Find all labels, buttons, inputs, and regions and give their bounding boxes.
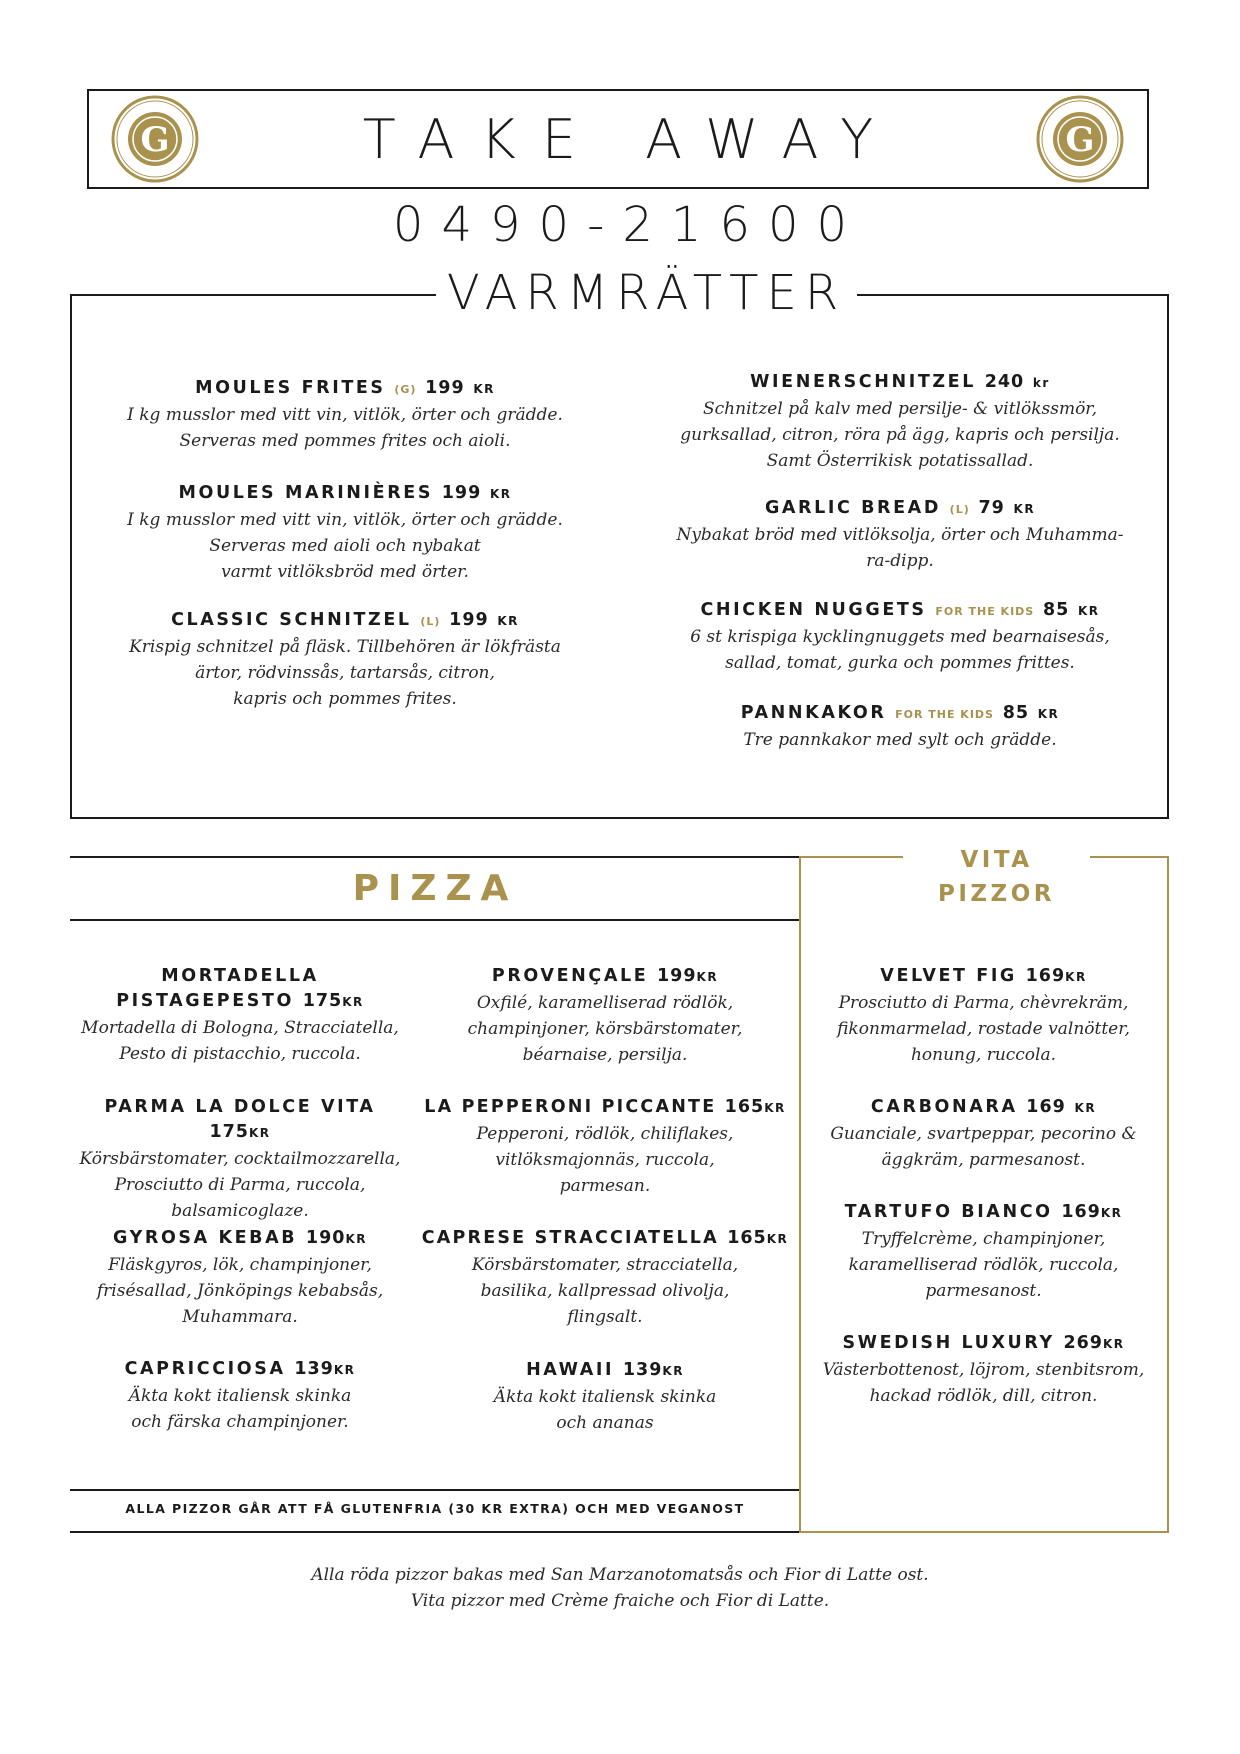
item-desc-line: Prosciutto di Parma, ruccola,	[114, 1175, 366, 1195]
menu-item-chicken-nuggets	[650, 598, 1150, 676]
item-desc-line: Västerbottenost, löjrom, stenbitsrom,	[822, 1360, 1145, 1380]
item-price: 199	[425, 378, 465, 398]
item-price: 165	[724, 1097, 765, 1117]
item-currency: KR	[1078, 604, 1100, 618]
item-desc-line: basilika, kallpressad olivolja,	[480, 1281, 730, 1301]
item-desc-line: Tre pannkakor med sylt och grädde.	[743, 730, 1057, 750]
item-name: CARBONARA	[870, 1097, 1018, 1117]
svg-text:G: G	[1065, 120, 1095, 160]
item-desc-line: gurksallad, citron, röra på ägg, kapris och persilja.	[680, 425, 1120, 445]
item-desc-line: och färska champinjoner.	[131, 1412, 349, 1432]
menu-item-capricciosa	[70, 1357, 410, 1435]
item-currency: KR	[662, 1364, 684, 1378]
item-desc-line: frisésallad, Jönköpings kebabsås,	[96, 1281, 384, 1301]
item-desc-line: vitlöksmajonnäs, ruccola,	[495, 1150, 715, 1170]
item-tag: FOR THE KIDS	[895, 708, 994, 721]
item-currency: KR	[497, 614, 519, 628]
item-desc-line: ärtor, rödvinssås, tartarsås, citron,	[195, 663, 495, 683]
item-tag: (G)	[394, 383, 417, 396]
item-name: VELVET FIG	[880, 966, 1017, 986]
item-desc-line: Körsbärstomater, stracciatella,	[471, 1255, 739, 1275]
item-currency: KR	[764, 1101, 786, 1115]
item-price: 175	[209, 1122, 249, 1142]
pizza-heading: PIZZA	[352, 868, 518, 909]
item-desc-line: champinjoner, körsbärstomater,	[467, 1019, 743, 1039]
item-desc-line: äggkräm, parmesanost.	[881, 1150, 1086, 1170]
item-name: SWEDISH LUXURY	[842, 1333, 1055, 1353]
pizza-footnote: ALLA PIZZOR GÅR ATT FÅ GLUTENFRIA (30 KR EXTRA) OCH MED VEGANOST	[125, 1501, 745, 1516]
item-desc-line: Äkta kokt italiensk skinka	[493, 1387, 717, 1407]
item-price: 175	[302, 991, 343, 1011]
item-desc-line: Schnitzel på kalv med persilje- & vitlökssmör,	[703, 399, 1097, 419]
item-currency: KR	[1074, 1101, 1097, 1115]
pizza-heading-underline	[70, 919, 800, 921]
item-name: MOULES FRITES	[195, 378, 386, 398]
item-desc-line: Samt Österrikisk potatissallad.	[766, 451, 1034, 471]
varmratter-heading: VARMRÄTTER	[446, 265, 847, 321]
item-currency: KR	[1065, 970, 1087, 984]
item-tag: FOR THE KIDS	[935, 605, 1035, 618]
menu-item-la-pepperoni-piccante	[420, 1095, 790, 1199]
menu-item-mortadella	[70, 964, 410, 1067]
item-currency: KR	[342, 995, 364, 1009]
bottom-note-line: Vita pizzor med Crème fraiche och Fior di Latte.	[410, 1591, 830, 1611]
item-price: 169	[1025, 966, 1066, 986]
item-price: 165	[727, 1228, 767, 1248]
item-name-line2: PISTAGEPESTO	[116, 991, 294, 1011]
item-currency: KR	[345, 1232, 367, 1246]
item-desc-line: I kg musslor med vitt vin, vitlök, örter och grädde.	[127, 405, 563, 425]
item-name: GYROSA KEBAB	[113, 1228, 298, 1248]
item-desc-line: Körsbärstomater, cocktailmozzarella,	[79, 1149, 401, 1169]
item-desc-line: karamelliserad rödlök, ruccola,	[848, 1255, 1119, 1275]
menu-item-carbonara	[805, 1095, 1162, 1173]
item-name: CAPRESE STRACCIATELLA	[421, 1228, 719, 1248]
item-name: WIENERSCHNITZEL	[750, 372, 976, 392]
bottom-note	[120, 1562, 1120, 1614]
item-desc-line: Nybakat bröd med vitlöksolja, örter och Muhamma-	[676, 525, 1124, 545]
item-tag: (L)	[949, 503, 970, 516]
item-name: PARMA LA DOLCE VITA	[104, 1097, 376, 1117]
phone-number[interactable]: 0490-21600	[392, 197, 866, 253]
item-desc-line: honung, ruccola.	[910, 1045, 1057, 1065]
item-desc-line: parmesan.	[559, 1176, 651, 1196]
item-price: 139	[622, 1360, 663, 1380]
page-title: TAKE AWAY	[362, 108, 900, 171]
menu-item-tartufo-bianco	[805, 1200, 1162, 1304]
item-price: 199	[656, 966, 697, 986]
item-name: MORTADELLA	[161, 966, 319, 986]
item-price: 169	[1026, 1097, 1066, 1117]
item-name: CLASSIC SCHNITZEL	[171, 610, 412, 630]
varmratter-top-line-right	[857, 294, 1169, 296]
item-desc-line: Pepperoni, rödlök, chiliflakes,	[476, 1124, 734, 1144]
menu-item-moules-marinieres	[110, 481, 580, 585]
item-currency: KR	[489, 487, 512, 501]
item-tag: (L)	[420, 615, 441, 628]
item-desc-line: balsamicoglaze.	[171, 1201, 309, 1221]
item-name: CAPRICCIOSA	[124, 1359, 286, 1379]
item-desc-line: parmesanost.	[925, 1281, 1042, 1301]
item-currency: KR	[1013, 502, 1036, 516]
item-price: 79	[978, 498, 1005, 518]
item-desc-line: Guanciale, svartpeppar, pecorino &	[830, 1124, 1137, 1144]
vita-box-left	[799, 856, 801, 1533]
varmratter-top-line-left	[70, 294, 436, 296]
menu-item-moules-frites	[110, 376, 580, 454]
item-desc-line: kapris och pommes frites.	[233, 689, 457, 709]
item-desc-line: flingsalt.	[567, 1307, 643, 1327]
vita-heading: VITA PIZZOR	[937, 847, 1056, 907]
item-price: 85	[1042, 600, 1070, 620]
item-price: 139	[294, 1359, 334, 1379]
item-desc-line: fikonmarmelad, rostade valnötter,	[837, 1019, 1130, 1039]
item-desc-line: ra-dipp.	[866, 551, 934, 571]
item-price: 190	[305, 1228, 346, 1248]
item-name: MOULES MARINIÈRES	[178, 483, 434, 503]
item-name: PROVENÇALE	[491, 966, 649, 986]
item-currency: KR	[1102, 1337, 1125, 1351]
item-name: TARTUFO BIANCO	[844, 1202, 1053, 1222]
item-desc-line: I kg musslor med vitt vin, vitlök, örter och grädde.	[127, 510, 563, 530]
item-desc-line: och ananas	[556, 1413, 654, 1433]
vita-box-right	[1167, 856, 1169, 1533]
vita-box-bottom	[799, 1531, 1169, 1533]
item-currency: KR	[1037, 707, 1060, 721]
item-price: 199	[441, 483, 482, 503]
item-price: 269	[1063, 1333, 1103, 1353]
item-desc-line: Pesto di pistacchio, ruccola.	[119, 1044, 361, 1064]
item-price: 199	[449, 610, 489, 630]
item-desc-line: sallad, tomat, gurka och pommes frittes.	[725, 653, 1075, 673]
item-desc-line: Serveras med aioli och nybakat	[209, 536, 481, 556]
item-desc-line: Mortadella di Bologna, Stracciatella,	[81, 1018, 399, 1038]
item-desc-line: varmt vitlöksbröd med örter.	[221, 562, 469, 582]
menu-item-classic-schnitzel	[100, 608, 590, 712]
item-currency: KR	[696, 970, 719, 984]
item-name: HAWAII	[526, 1360, 615, 1380]
item-name: PANNKAKOR	[740, 703, 887, 723]
item-desc-line: Prosciutto di Parma, chèvrekräm,	[838, 993, 1129, 1013]
item-desc-line: Oxfilé, karamelliserad rödlök,	[476, 993, 734, 1013]
item-currency: KR	[333, 1363, 356, 1377]
menu-item-wienerschnitzel	[650, 370, 1150, 474]
item-name: CHICKEN NUGGETS	[700, 600, 927, 620]
item-currency: KR	[248, 1126, 271, 1140]
menu-item-pannkakor	[650, 701, 1150, 753]
item-currency: KR	[766, 1232, 789, 1246]
menu-item-garlic-bread	[650, 496, 1150, 574]
svg-text:G: G	[140, 120, 170, 160]
item-name: LA PEPPERONI PICCANTE	[424, 1097, 717, 1117]
pizza-top-line	[70, 856, 800, 858]
item-desc-line: Serveras med pommes frites och aioli.	[179, 431, 511, 451]
vita-top-line-right	[1090, 856, 1169, 858]
item-desc-line: Krispig schnitzel på fläsk. Tillbehören är lökfrästa	[129, 637, 561, 657]
bottom-note-line: Alla röda pizzor bakas med San Marzanotomatsås och Fior di Latte ost.	[311, 1565, 929, 1585]
item-currency: KR	[1100, 1206, 1123, 1220]
item-desc-line: béarnaise, persilja.	[522, 1045, 688, 1065]
footnote-bottom-line	[70, 1531, 800, 1533]
menu-item-hawaii	[420, 1358, 790, 1436]
vita-top-line-left	[799, 856, 903, 858]
item-price: 85	[1002, 703, 1030, 723]
item-name: GARLIC BREAD	[764, 498, 941, 518]
menu-item-gyrosa-kebab	[70, 1226, 410, 1330]
item-desc-line: hackad rödlök, dill, citron.	[869, 1386, 1098, 1406]
item-desc-line: Äkta kokt italiensk skinka	[128, 1386, 352, 1406]
item-desc-line: 6 st krispiga kycklingnuggets med bearnaisesås,	[690, 627, 1110, 647]
menu-item-parma-la-dolce-vita	[70, 1095, 410, 1224]
item-desc-line: Muhammara.	[182, 1307, 298, 1327]
item-desc-line: Fläskgyros, lök, champinjoner,	[108, 1255, 372, 1275]
item-desc-line: Tryffelcrème, champinjoner,	[861, 1229, 1106, 1249]
menu-item-caprese-stracciatella	[420, 1226, 790, 1330]
item-currency: KR	[473, 382, 495, 396]
item-currency: kr	[1032, 376, 1050, 390]
footnote-top-line	[70, 1489, 800, 1491]
menu-item-provencale	[420, 964, 790, 1068]
menu-item-swedish-luxury	[805, 1331, 1162, 1409]
item-price: 240	[984, 372, 1025, 392]
menu-item-velvet-fig	[805, 964, 1162, 1068]
item-price: 169	[1061, 1202, 1101, 1222]
